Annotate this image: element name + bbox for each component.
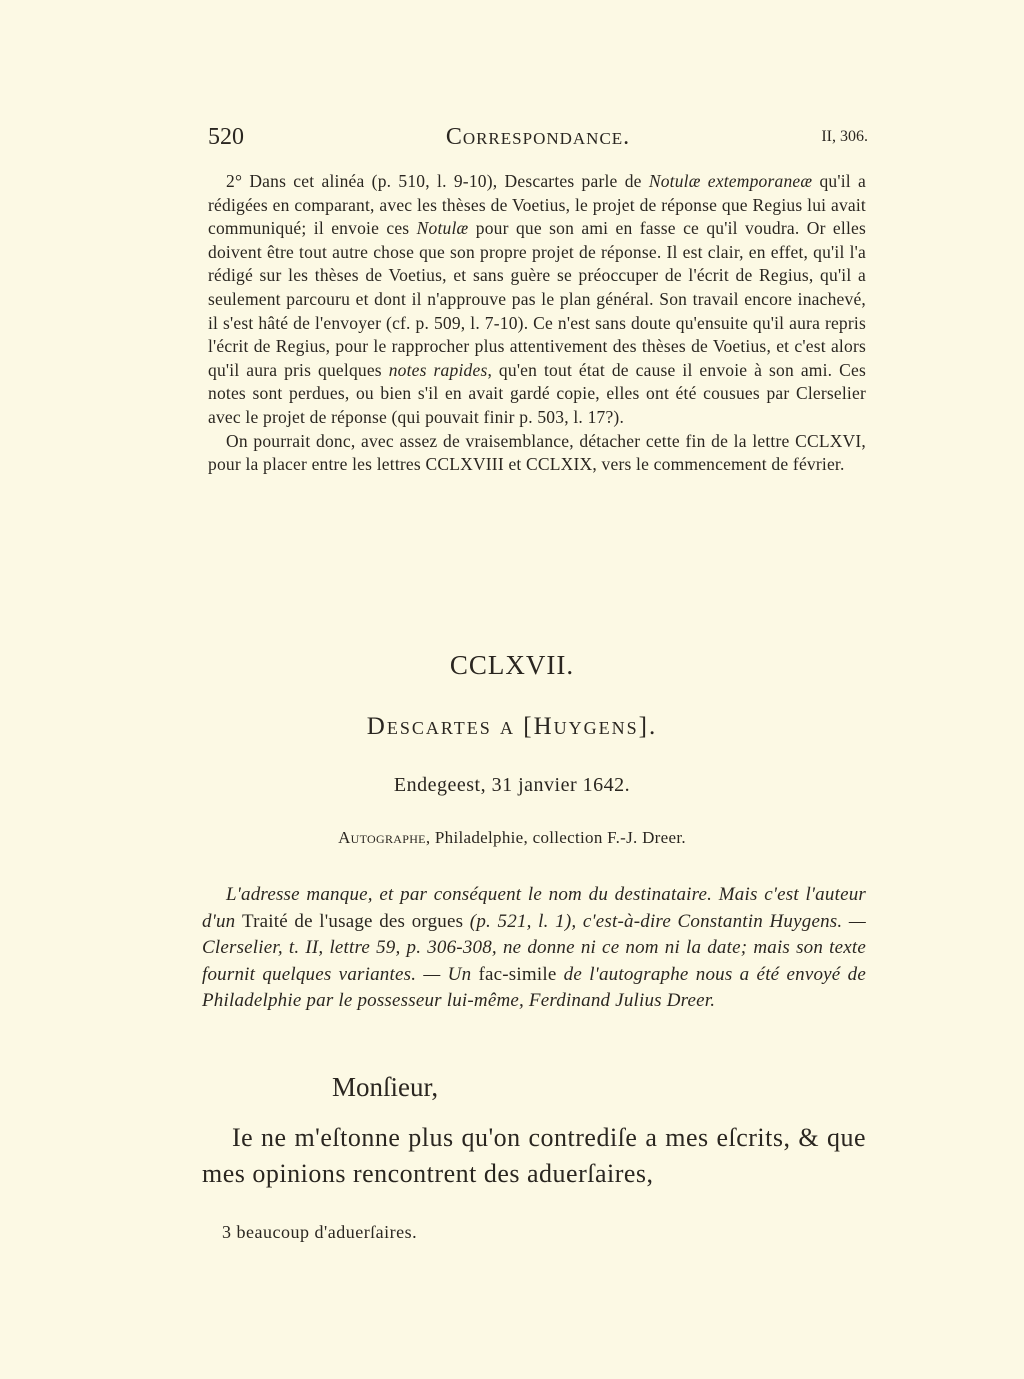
variant-footnote: 3 beaucoup d'aduerſaires.: [222, 1222, 418, 1242]
letter-number: CCLXVII.: [449, 650, 575, 680]
page-number: 520: [208, 124, 244, 150]
intro-text: L'adresse manque, et par conséquent le nom du destinataire. Mais c'est l'auteur d'un: [202, 884, 866, 932]
intro-paragraph: [202, 882, 866, 1015]
note-text: , qu'en tout état de cause il envoie à son ami. Ces notes sont perdues, ou bien s'il en avait gardé copie, elles ont été cousues par Clerselier avec le projet de réponse (qui pouvait finir p. 503, l. 17?).: [208, 359, 866, 427]
note-italic: notes rapides: [388, 359, 488, 380]
source-details: , Philadelphie, collection F.-J. Dreer.: [425, 828, 686, 847]
intro-text: (p. 521, l. 1), c'est-à-dire Constantin Huygens. — Clerselier, t. II, lettre 59, p. 306-308, ne donne ni ce nom ni la date; mais son texte fournit quelques variantes. — Un: [202, 910, 866, 985]
body-paragraph: Ie ne m'eſtonne plus qu'on contrediſe a mes eſcrits, & que mes opinions rencontrent des aduerſaires,: [202, 1123, 866, 1188]
note-text: pour que son ami en fasse ce qu'il voudra. Or elles doivent être tout autre chose que son propre projet de réponse. Il est clair, en effet, qu'il l'a rédigé sur les thèses de Voetius, et sans guère se préoccuper de l'écrit de Regius, qu'il a seulement parcouru et dont il n'approuve pas le plan général. Son travail encore inachevé, il s'est hâté de l'envoyer (cf. p. 509, l. 7-10). Ce n'est sans doute qu'ensuite qu'il aura repris l'écrit de Regius, pour le rapprocher plus attentivement des thèses de Voetius, et c'est alors qu'il aura pris quelques: [208, 218, 866, 380]
intro-upright: fac-simile: [478, 963, 557, 985]
letter-title: Descartes a [Huygens].: [366, 713, 658, 740]
note-paragraph-1: [208, 170, 866, 430]
salutation: Monſieur,: [332, 1072, 439, 1102]
source-label: Autographe: [338, 828, 426, 847]
editorial-notes: [208, 170, 866, 477]
note-italic: Notulæ: [416, 218, 469, 239]
running-head: [208, 124, 868, 154]
intro-text: de l'autographe nous a été envoyé de Philadelphie par le possesseur lui-même, Ferdinand Julius Dreer.: [202, 963, 866, 1011]
letter-place-date: Endegeest, 31 janvier 1642.: [393, 774, 631, 796]
note-text: 2° Dans cet alinéa (p. 510, l. 9-10), Descartes parle de: [226, 171, 649, 191]
page-reference: II, 306.: [821, 128, 868, 145]
note-text: qu'il a rédigées en comparant, avec les thèses de Voetius, le projet de réponse que Regius lui avait communiqué; il envoie ces: [208, 171, 866, 239]
letter-body: [202, 1120, 866, 1192]
editorial-introduction: [202, 882, 866, 1015]
note-italic: Notulæ extemporaneæ: [648, 171, 813, 191]
letter-source: [0, 828, 1024, 848]
running-title: Correspondance.: [445, 124, 631, 150]
note-paragraph-2: On pourrait donc, avec assez de vraisemblance, détacher cette fin de la lettre CCLXVI, pour la placer entre les lettres CCLXVIII et CCLXIX, vers le commencement de février.: [208, 430, 866, 475]
intro-upright: Traité de l'usage des orgues: [241, 910, 464, 932]
